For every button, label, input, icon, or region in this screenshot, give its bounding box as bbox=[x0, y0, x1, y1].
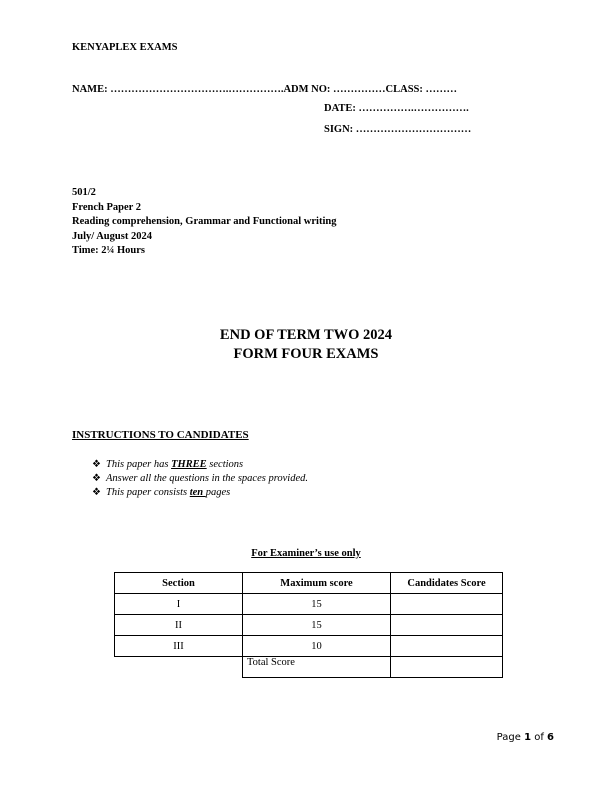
section-cell: III bbox=[115, 636, 243, 657]
paper-name: French Paper 2 bbox=[72, 201, 142, 213]
table-row bbox=[115, 636, 503, 657]
instruction-item: ❖ Answer all the questions in the spaces provided. bbox=[92, 473, 309, 484]
total-score-cell[interactable] bbox=[391, 657, 503, 678]
examiner-use-heading: For Examiner’s use only bbox=[251, 548, 361, 559]
exam-title-line1: END OF TERM TWO 2024 bbox=[219, 327, 393, 343]
paper-meta bbox=[72, 186, 336, 259]
diamond-bullet-icon: ❖ bbox=[92, 473, 101, 484]
score-table-header bbox=[115, 573, 503, 594]
column-header-candidate: Candidates Score bbox=[391, 573, 503, 594]
candidate-score-cell[interactable] bbox=[391, 594, 503, 615]
diamond-bullet-icon: ❖ bbox=[92, 487, 101, 498]
sign-line: SIGN: …………………………… bbox=[324, 124, 472, 135]
paper-code: 501/2 bbox=[72, 187, 96, 198]
max-score-cell: 15 bbox=[243, 615, 391, 636]
name-admno-class-line: NAME: …………………………….…………….ADM NO: ……………CLASS: ……… bbox=[72, 84, 457, 95]
instructions-heading: INSTRUCTIONS TO CANDIDATES bbox=[72, 429, 249, 441]
max-score-cell: 10 bbox=[243, 636, 391, 657]
section-cell: II bbox=[115, 615, 243, 636]
paper-subtitle: Reading comprehension, Grammar and Functional writing bbox=[72, 216, 337, 228]
candidate-score-cell[interactable] bbox=[391, 615, 503, 636]
column-header-section: Section bbox=[115, 573, 243, 594]
total-score-label: Total Score bbox=[243, 657, 391, 678]
exam-title-line2: FORM FOUR EXAMS bbox=[233, 346, 379, 362]
paper-time: Time: 2¼ Hours bbox=[72, 245, 146, 257]
instructions-list bbox=[92, 458, 308, 500]
page-number: Page 1 of 6 bbox=[496, 732, 554, 743]
diamond-bullet-icon: ❖ bbox=[92, 459, 101, 470]
paper-period: July/ August 2024 bbox=[72, 230, 152, 242]
date-line: DATE: …………….……………. bbox=[324, 103, 469, 114]
table-row bbox=[115, 615, 503, 636]
instruction-item: ❖ This paper consists ten pages bbox=[92, 487, 231, 498]
column-header-max: Maximum score bbox=[243, 573, 391, 594]
total-row bbox=[115, 657, 503, 678]
max-score-cell: 15 bbox=[243, 594, 391, 615]
section-cell: I bbox=[115, 594, 243, 615]
exam-org-header: KENYAPLEX EXAMS bbox=[72, 42, 178, 53]
candidate-score-cell[interactable] bbox=[391, 636, 503, 657]
instruction-item: ❖ This paper has THREE sections bbox=[92, 459, 244, 470]
score-table bbox=[114, 572, 503, 678]
table-row bbox=[115, 594, 503, 615]
